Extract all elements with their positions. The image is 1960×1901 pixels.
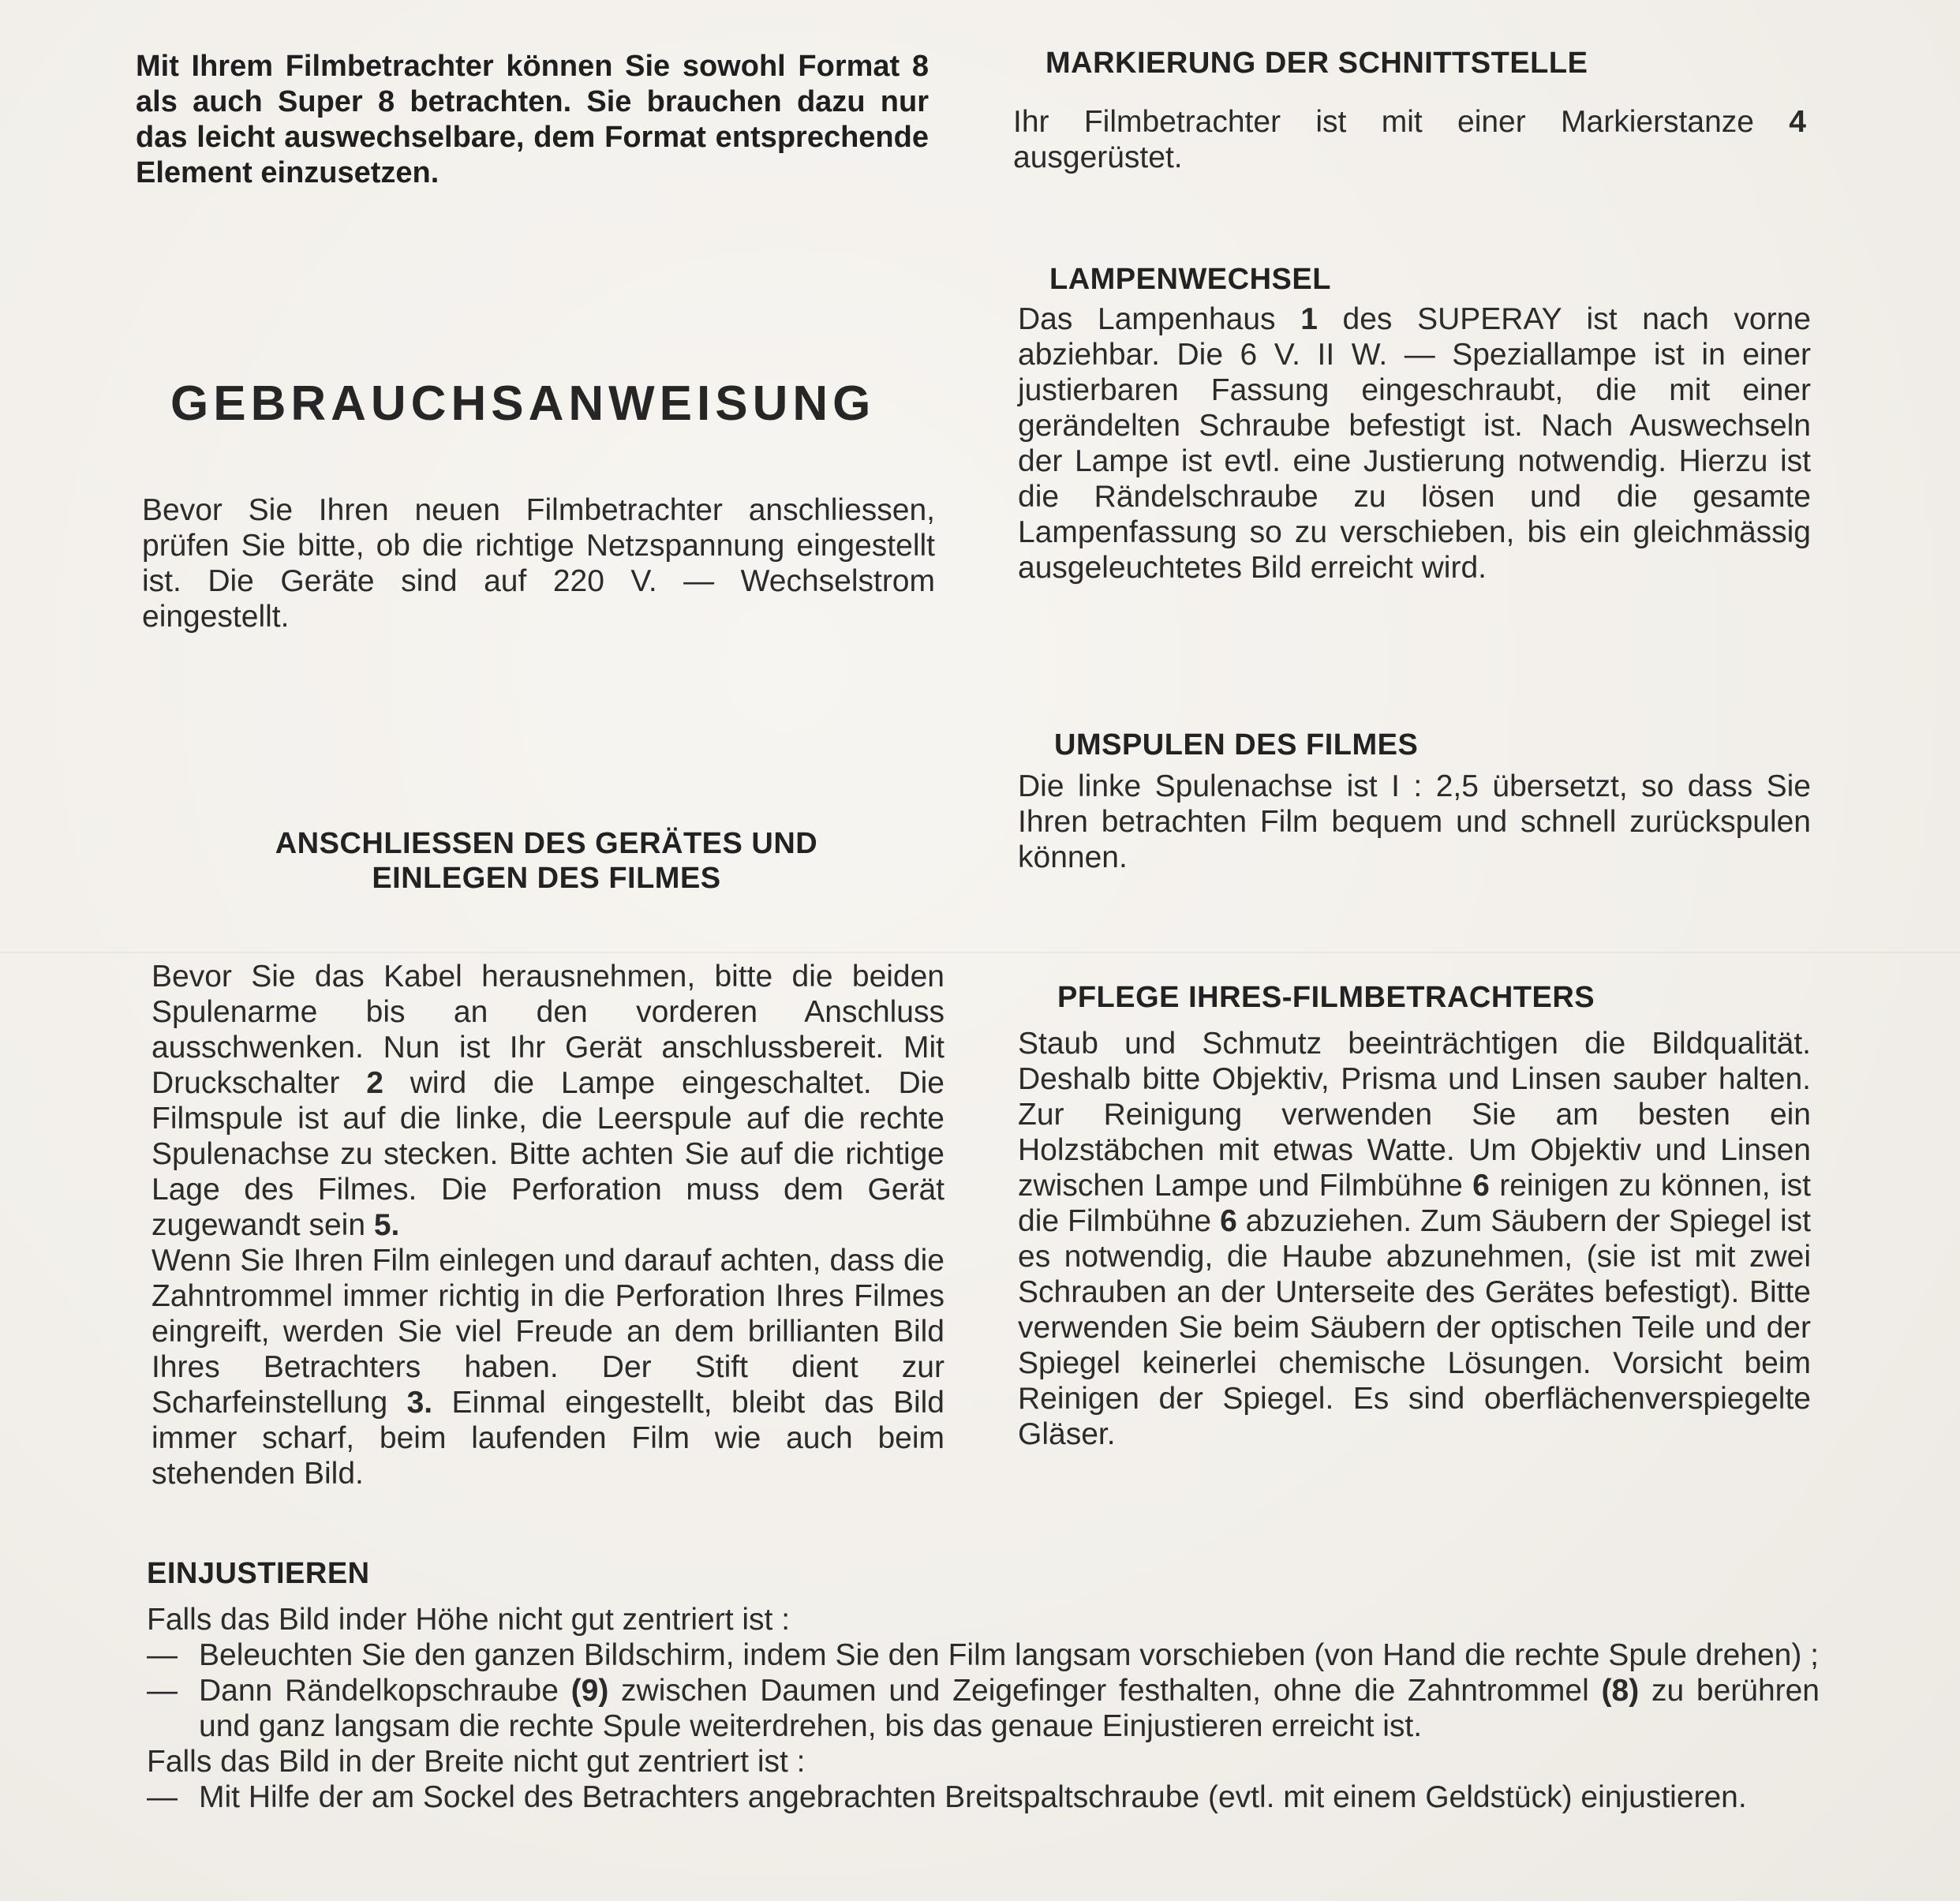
text-span: Mit Hilfe der am Sockel des Betrachters angebrachten Breitspaltschraube (evtl. mit einem Geldstück) einjustieren.: [199, 1780, 1747, 1814]
intro-text: Mit Ihrem Filmbetrachter können Sie sowohl Format 8 als auch Super 8 betrachten. Sie brauchen dazu nur das leicht auswechselbare, dem Format entsprechende Element einzusetzen.: [136, 50, 929, 189]
text-span: Das Lampenhaus: [1018, 302, 1301, 336]
text-span: Bevor Sie das Kabel herausnehmen, bitte die beiden Spulenarme bis an den vorderen Anschluss ausschwenken. Nun ist Ihr Gerät anschlussbereit. Mit Druckschalter: [151, 960, 944, 1100]
text-span: zu berühren und ganz langsam die rechte Spule weiterdrehen, bis das genaue Einjustieren erreicht ist.: [199, 1674, 1820, 1743]
section-pflege: [1057, 980, 1767, 1015]
einjustieren-body: [147, 1602, 1820, 1815]
section-anschliessen: [150, 826, 943, 896]
title-block: [170, 376, 928, 432]
text-span: Dann Rändelkopschraube: [199, 1674, 571, 1708]
ref-number: (8): [1601, 1674, 1640, 1708]
ref-number: 4: [1789, 105, 1806, 139]
dash: —: [147, 1674, 178, 1708]
paragraph: [1018, 301, 1811, 586]
preface-block: [142, 492, 935, 634]
heading-line-1: ANSCHLIESSEN DES GERÄTES UND: [275, 827, 818, 860]
section-lampenwechsel: [1049, 262, 1760, 297]
page-title: GEBRAUCHSANWEISUNG: [170, 376, 876, 431]
text-span: zwischen Daumen und Zeigefinger festhalten, ohne die Zahntrommel: [608, 1674, 1602, 1708]
heading-line-2: EINLEGEN DES FILMES: [372, 862, 721, 895]
ref-number: 5.: [373, 1208, 400, 1242]
list-item: [147, 1779, 1820, 1815]
section-heading: EINJUSTIEREN: [147, 1557, 370, 1590]
ref-number: 6: [1220, 1204, 1237, 1238]
section-heading: LAMPENWECHSEL: [1049, 263, 1331, 296]
ref-number: 2: [366, 1066, 383, 1100]
text-span: wird die Lampe eingeschaltet. Die Filmspule ist auf die linke, die Leerspule auf die rechte Spulenachse zu stecken. Bitte achten Sie auf die richtige Lage des Filmes. Die Perforation muss dem Gerät zugewandt sein: [151, 1066, 944, 1242]
paragraph: Die linke Spulenachse ist I : 2,5 übersetzt, so dass Sie Ihren betrachten Film bequem und schnell zurückspulen können.: [1018, 769, 1811, 874]
list-item: [147, 1637, 1820, 1673]
paragraph: [1018, 1026, 1811, 1452]
section-heading: [150, 826, 943, 896]
ref-number: 1: [1300, 302, 1318, 336]
section-heading: PFLEGE IHRES-FILMBETRACHTERS: [1057, 981, 1595, 1014]
section-umspulen: [1054, 728, 1764, 762]
section-markierung: [1045, 46, 1835, 80]
umspulen-body: [1018, 769, 1811, 875]
lampenwechsel-body: [1018, 301, 1811, 586]
text-span: Staub und Schmutz beeinträchtigen die Bildqualität. Deshalb bitte Objektiv, Prisma und Linsen sauber halten. Zur Reinigung verwenden Sie am besten ein Holzstäbchen mit etwas Watte. Um Objektiv und Linsen zwischen Lampe und Filmbühne: [1018, 1027, 1811, 1203]
step-list: [147, 1779, 1820, 1815]
text-span: Einmal eingestellt, bleibt das Bild immer scharf, beim laufenden Film wie auch beim stehenden Bild.: [151, 1386, 945, 1491]
text-span: ausgerüstet.: [1013, 140, 1183, 174]
step-list: [147, 1637, 1820, 1744]
dash: —: [147, 1780, 178, 1814]
condition-line: Falls das Bild inder Höhe nicht gut zentriert ist :: [147, 1603, 791, 1637]
paper-fold: [0, 952, 1960, 953]
anschliessen-body: [151, 959, 944, 1491]
ref-number: 6: [1472, 1169, 1490, 1203]
intro-block: [136, 49, 929, 191]
text-span: Ihr Filmbetrachter ist mit einer Markierstanze: [1013, 105, 1790, 139]
section-heading: UMSPULEN DES FILMES: [1054, 728, 1419, 762]
text-span: abzuziehen. Zum Säubern der Spiegel ist es notwendig, die Haube abzunehmen, (sie ist mit zwei Schrauben an der Unterseite des Gerätes befestigt). Bitte verwenden Sie beim Säubern der optischen Teile und der Spiegel keinerlei chemische Lösungen. Vorsicht beim Reinigen der Spiegel. Es sind oberflächenverspiegelte Gläser.: [1018, 1204, 1811, 1451]
section-einjustieren: [147, 1556, 857, 1591]
section-heading: MARKIERUNG DER SCHNITTSTELLE: [1045, 47, 1588, 80]
ref-number: (9): [570, 1674, 609, 1708]
paragraph: [151, 959, 944, 1243]
paragraph: [1013, 104, 1806, 175]
text-span: Wenn Sie Ihren Film einlegen und darauf achten, dass die Zahntrommel immer richtig in die Perforation Ihres Filmes eingreift, werden Sie viel Freude an dem brillianten Bild Ihres Betrachters haben. Der Stift dient zur Scharfeinstellung: [151, 1244, 944, 1420]
pflege-body: [1018, 1026, 1811, 1452]
ref-number: 3.: [406, 1386, 433, 1420]
text-span: Beleuchten Sie den ganzen Bildschirm, indem Sie den Film langsam vorschieben (von Hand die rechte Spule drehen) ;: [199, 1638, 1819, 1672]
preface-text: Bevor Sie Ihren neuen Filmbetrachter anschliessen, prüfen Sie bitte, ob die richtige Netzspannung eingestellt ist. Die Geräte sind auf 220 V. — Wechselstrom eingestellt.: [142, 493, 935, 634]
text-span: des SUPERAY ist nach vorne abziehbar. Die 6 V. II W. — Speziallampe ist in einer justierbaren Fassung eingeschraubt, die mit einer gerändelten Schraube befestigt ist. Nach Auswechseln der Lampe ist evtl. eine Justierung notwendig. Hierzu ist die Rändelschraube zu lösen und die gesamte Lampenfassung so zu verschieben, bis ein gleichmässig ausgeleuchtetes Bild erreicht wird.: [1018, 302, 1811, 585]
markierung-body: [1013, 104, 1806, 175]
list-item: [147, 1673, 1820, 1744]
text-span: reinigen zu können, ist die Filmbühne: [1018, 1169, 1811, 1238]
condition-line: Falls das Bild in der Breite nicht gut zentriert ist :: [147, 1745, 806, 1779]
dash: —: [147, 1638, 178, 1672]
paragraph: [151, 1243, 944, 1491]
